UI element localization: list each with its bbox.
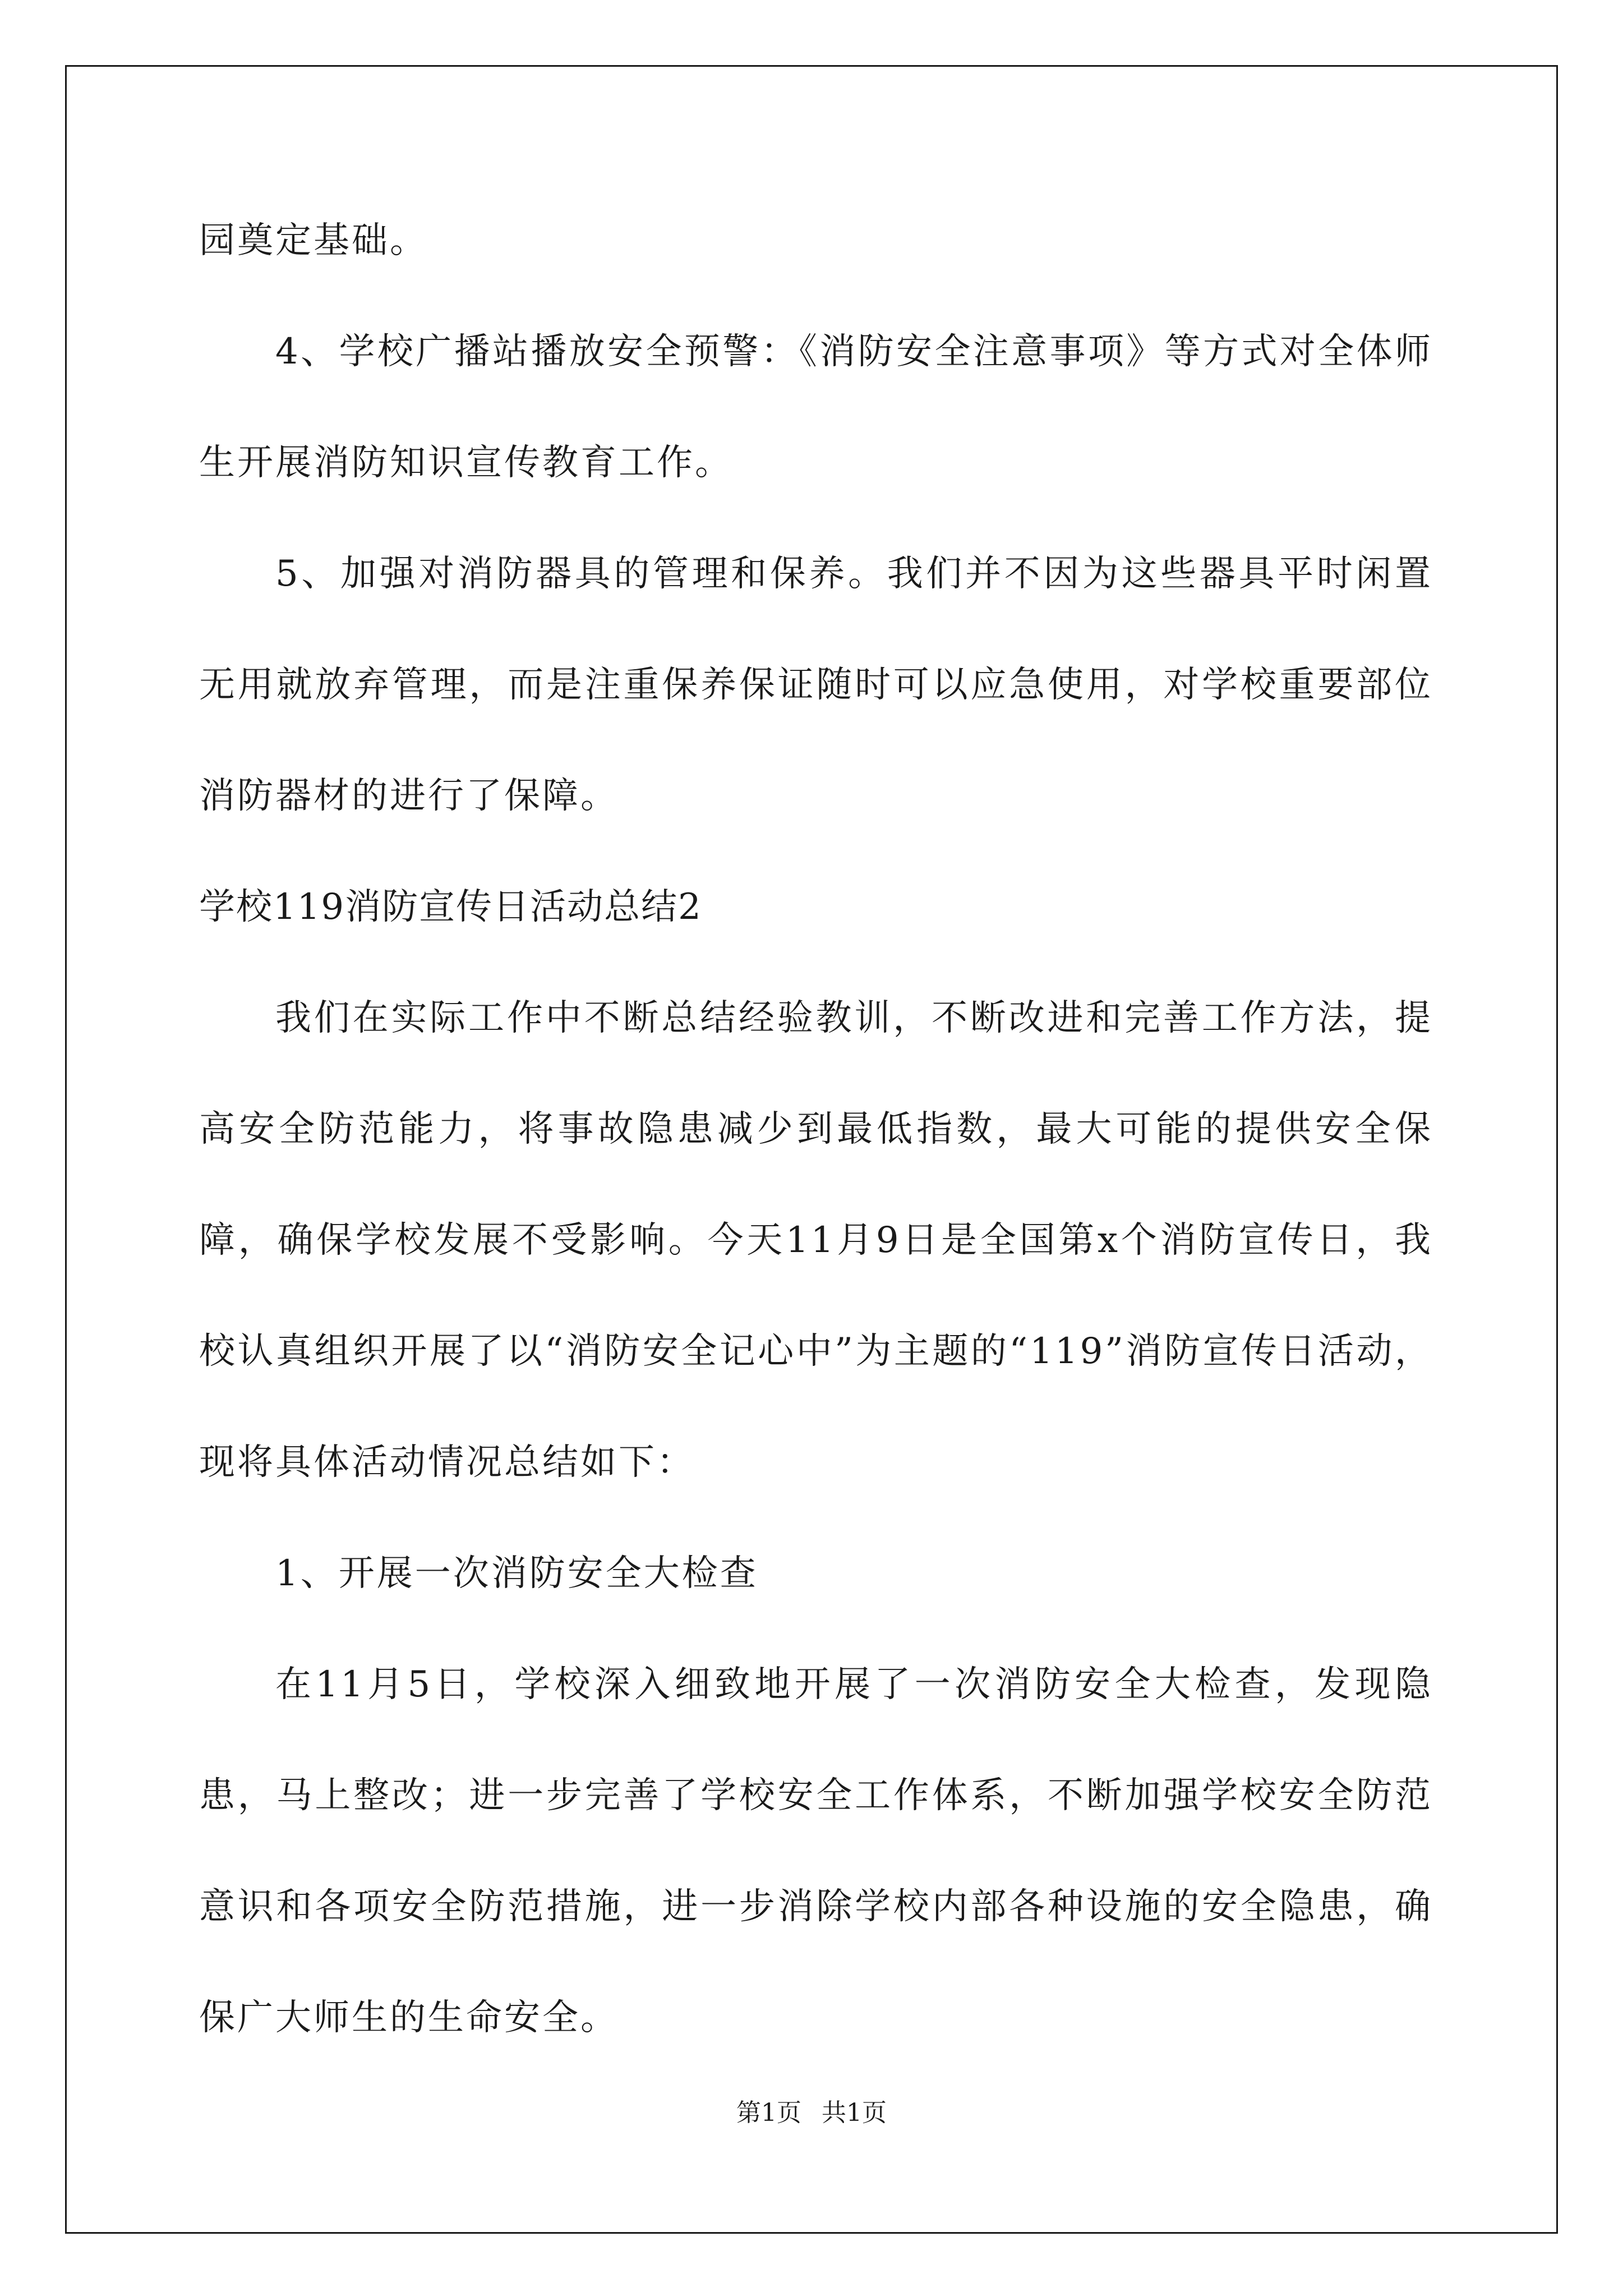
list-item-heading: 1、开展一次消防安全大检查: [275, 1553, 758, 1594]
page-number: 第1页: [736, 2099, 801, 2127]
document-body: [199, 185, 1433, 2073]
paragraph-4: 我们在实际工作中不断总结经验教训，不断改进和完善工作方法，提高安全防范能力，将事故隐患减少到最低指数，最大可能的提供安全保障，确保学校发展不受影响。今天11月9日是全国第x个消防宣传日，我校认真组织开展了以“消防安全记心中”为主题的“119”消防宣传日活动，现将具体活动情况总结如下：: [199, 997, 1433, 1483]
section-title: 学校119消防宣传日活动总结2: [199, 886, 702, 928]
paragraph-2: 4、学校广播站播放安全预警：《消防安全注意事项》等方式对全体师生开展消防知识宣传教育工作。: [199, 331, 1433, 484]
paragraph-3: 5、加强对消防器具的管理和保养。我们并不因为这些器具平时闲置无用就放弃管理，而是注重保养保证随时可以应急使用，对学校重要部位消防器材的进行了保障。: [199, 553, 1433, 817]
paragraph-1: 园奠定基础。: [199, 220, 428, 261]
paragraph-5: 在11月5日，学校深入细致地开展了一次消防安全大检查，发现隐患，马上整改；进一步完善了学校安全工作体系，不断加强学校安全防范意识和各项安全防范措施，进一步消除学校内部各种设施的安全隐患，确保广大师生的生命安全。: [199, 1664, 1433, 2039]
page-total: 共1页: [822, 2099, 887, 2127]
page-footer: [0, 2092, 1623, 2128]
